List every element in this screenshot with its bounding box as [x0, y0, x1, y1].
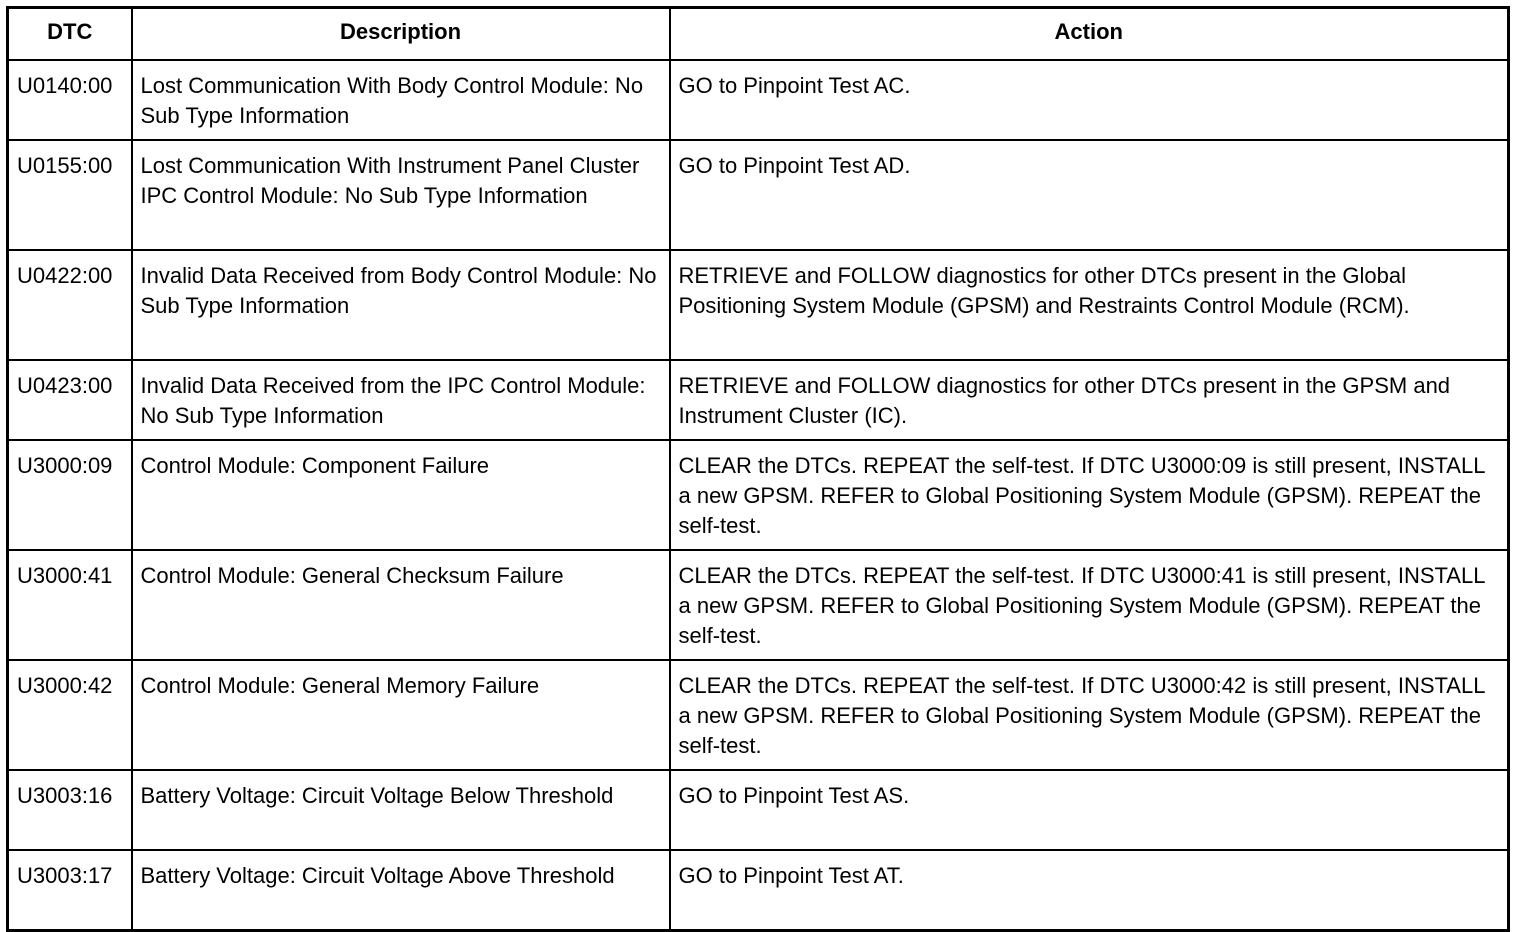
header-dtc: DTC: [8, 8, 132, 61]
dtc-action: CLEAR the DTCs. REPEAT the self-test. If DTC U3000:42 is still present, INSTALL a new GPSM. REFER to Global Positioning System Module (GPSM). REPEAT the self-test.: [670, 660, 1509, 770]
dtc-code: U3000:42: [8, 660, 132, 770]
dtc-description: Control Module: Component Failure: [132, 440, 670, 550]
dtc-action: RETRIEVE and FOLLOW diagnostics for other DTCs present in the GPSM and Instrument Cluster (IC).: [670, 360, 1509, 440]
dtc-description: Invalid Data Received from the IPC Control Module: No Sub Type Information: [132, 360, 670, 440]
dtc-description: Battery Voltage: Circuit Voltage Below Threshold: [132, 770, 670, 850]
table-row: [8, 440, 1509, 550]
dtc-action: RETRIEVE and FOLLOW diagnostics for other DTCs present in the Global Positioning System Module (GPSM) and Restraints Control Module (RCM).: [670, 250, 1509, 360]
table-row: [8, 850, 1509, 931]
table-header-row: [8, 8, 1509, 61]
table-row: [8, 550, 1509, 660]
dtc-table: [6, 6, 1510, 932]
table-row: [8, 250, 1509, 360]
dtc-action: GO to Pinpoint Test AD.: [670, 140, 1509, 250]
dtc-code: U3000:41: [8, 550, 132, 660]
dtc-action: CLEAR the DTCs. REPEAT the self-test. If DTC U3000:41 is still present, INSTALL a new GPSM. REFER to Global Positioning System Module (GPSM). REPEAT the self-test.: [670, 550, 1509, 660]
dtc-description: Battery Voltage: Circuit Voltage Above Threshold: [132, 850, 670, 931]
dtc-action: CLEAR the DTCs. REPEAT the self-test. If DTC U3000:09 is still present, INSTALL a new GPSM. REFER to Global Positioning System Module (GPSM). REPEAT the self-test.: [670, 440, 1509, 550]
table-row: [8, 360, 1509, 440]
dtc-code: U3003:16: [8, 770, 132, 850]
dtc-description: Control Module: General Memory Failure: [132, 660, 670, 770]
dtc-action: GO to Pinpoint Test AT.: [670, 850, 1509, 931]
table-row: [8, 770, 1509, 850]
dtc-action: GO to Pinpoint Test AC.: [670, 60, 1509, 140]
dtc-description: Control Module: General Checksum Failure: [132, 550, 670, 660]
dtc-code: U0140:00: [8, 60, 132, 140]
dtc-code: U3000:09: [8, 440, 132, 550]
dtc-code: U0155:00: [8, 140, 132, 250]
header-description: Description: [132, 8, 670, 61]
dtc-code: U0423:00: [8, 360, 132, 440]
dtc-action: GO to Pinpoint Test AS.: [670, 770, 1509, 850]
dtc-table-container: [6, 6, 1507, 932]
table-row: [8, 660, 1509, 770]
dtc-description: Lost Communication With Instrument Panel Cluster IPC Control Module: No Sub Type Information: [132, 140, 670, 250]
table-row: [8, 140, 1509, 250]
dtc-code: U0422:00: [8, 250, 132, 360]
header-action: Action: [670, 8, 1509, 61]
dtc-code: U3003:17: [8, 850, 132, 931]
dtc-description: Invalid Data Received from Body Control Module: No Sub Type Information: [132, 250, 670, 360]
table-row: [8, 60, 1509, 140]
dtc-description: Lost Communication With Body Control Module: No Sub Type Information: [132, 60, 670, 140]
